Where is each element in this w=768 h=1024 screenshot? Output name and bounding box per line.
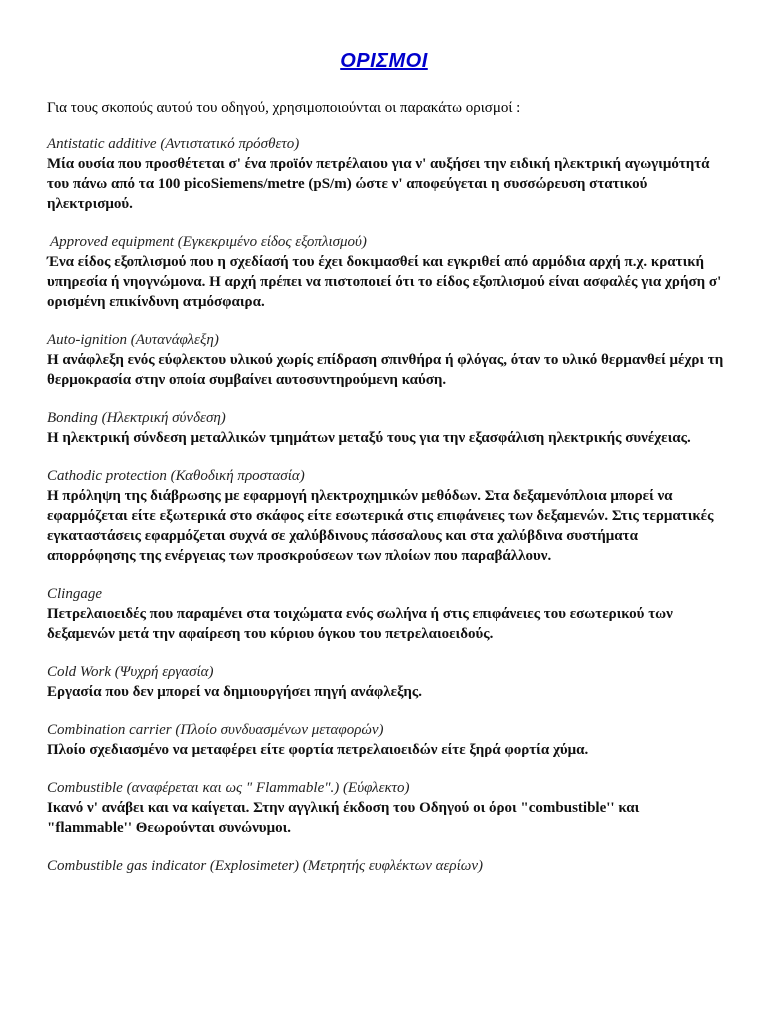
term-definition: Εργασία που δεν μπορεί να δημιουργήσει πηγή ανάφλεξης.: [47, 684, 422, 700]
term-heading: Cathodic protection (Καθοδική προστασία): [47, 468, 305, 484]
term-definition: Η πρόληψη της διάβρωσης με εφαρμογή ηλεκτροχημικών μεθόδων. Στα δεξαμενόπλοια μπορεί να εφαρμόζεται είτε εξωτερικά στο σκάφος είτε εσωτερικά στις επιφάνειες των δεξαμενών. Στις τερματικές εγκαταστάσεις εφαρμόζεται συχνά σε χαλύβδινους πάσσαλους και στα χαλύβδινα συστήματα απορρόφησης της ενέργειας των προσκρούσεων των πλοίων που παραβάλλουν.: [47, 488, 714, 564]
term-heading: Auto-ignition (Αυτανάφλεξη): [47, 332, 219, 348]
definition-entry-combustible-gas-indicator: [47, 856, 727, 876]
definition-entry-cold-work: [47, 662, 727, 702]
term-heading: Bonding (Ηλεκτρική σύνδεση): [47, 410, 226, 426]
term-heading: Combustible gas indicator (Explosimeter) (Μετρητής ευφλέκτων αερίων): [47, 858, 484, 874]
term-heading: Approved equipment (Εγκεκριμένο είδος εξοπλισμού): [50, 234, 367, 250]
term-heading: Cold Work (Ψυχρή εργασία): [47, 664, 214, 680]
term-definition: Μία ουσία που προσθέτεται σ' ένα προϊόν πετρέλαιου για ν' αυξήσει την ειδική ηλεκτρική αγωγιμότητά του πάνω από τα 100 picoSiemens/metre (pS/m) ώστε ν' αποφεύγεται η συσσώρευση στατικού ηλεκτρισμού.: [47, 156, 710, 212]
term-heading: Combination carrier (Πλοίο συνδυασμένων μεταφορών): [47, 722, 384, 738]
term-definition: Ένα είδος εξοπλισμού που η σχεδίασή του έχει δοκιμασθεί και εγκριθεί από αρμόδια αρχή π.χ. κρατική υπηρεσία ή νηογνώμονα. Η αρχή πρέπει να πιστοποιεί ότι το είδος εξοπλισμού είναι ασφαλές για χρήση σ' ορισμένη επικίνδυνη ατμόσφαιρα.: [47, 254, 722, 310]
term-definition: Πλοίο σχεδιασμένο να μεταφέρει είτε φορτία πετρελαιοειδών είτε ξηρά φορτία χύμα.: [47, 742, 589, 758]
definition-entry-auto-ignition: [47, 330, 727, 390]
term-heading: Antistatic additive (Αντιστατικό πρόσθετο): [47, 136, 300, 152]
definitions-body: [47, 98, 727, 894]
term-definition: Ικανό ν' ανάβει και να καίγεται. Στην αγγλική έκδοση του Οδηγού οι όροι "combustible'' και "flammable'' Θεωρούνται συνώνυμοι.: [47, 800, 640, 836]
definition-entry-antistatic-additive: [47, 134, 727, 214]
intro-paragraph: Για τους σκοπούς αυτού του οδηγού, χρησιμοποιούνται οι παρακάτω ορισμοί :: [47, 100, 521, 116]
definition-entry-approved-equipment: [47, 232, 727, 312]
definition-entry-combination-carrier: [47, 720, 727, 760]
term-definition: Πετρελαιοειδές που παραμένει στα τοιχώματα ενός σωλήνα ή στις επιφάνειες του εσωτερικού των δεξαμενών μετά την αφαίρεση του κύριου όγκου του πετρελαιοειδούς.: [47, 606, 673, 642]
definition-entry-cathodic-protection: [47, 466, 727, 566]
term-definition: Η ανάφλεξη ενός εύφλεκτου υλικού χωρίς επίδραση σπινθήρα ή φλόγας, όταν το υλικό θερμανθεί μέχρι τη θερμοκρασία στην οποία συμβαίνει αυτοσυντηρούμενη καύση.: [47, 352, 724, 388]
term-definition: Η ηλεκτρική σύνδεση μεταλλικών τμημάτων μεταξύ τους για την εξασφάλιση ηλεκτρικής συνέχειας.: [47, 430, 691, 446]
term-heading: Clingage: [47, 586, 102, 602]
definition-entry-bonding: [47, 408, 727, 448]
definition-entry-clingage: [47, 584, 727, 644]
page-title: ΟΡΙΣΜΟΙ: [340, 50, 428, 72]
definition-entry-combustible: [47, 778, 727, 838]
term-heading: Combustible (αναφέρεται και ως " Flammable".) (Εύφλεκτο): [47, 780, 410, 796]
